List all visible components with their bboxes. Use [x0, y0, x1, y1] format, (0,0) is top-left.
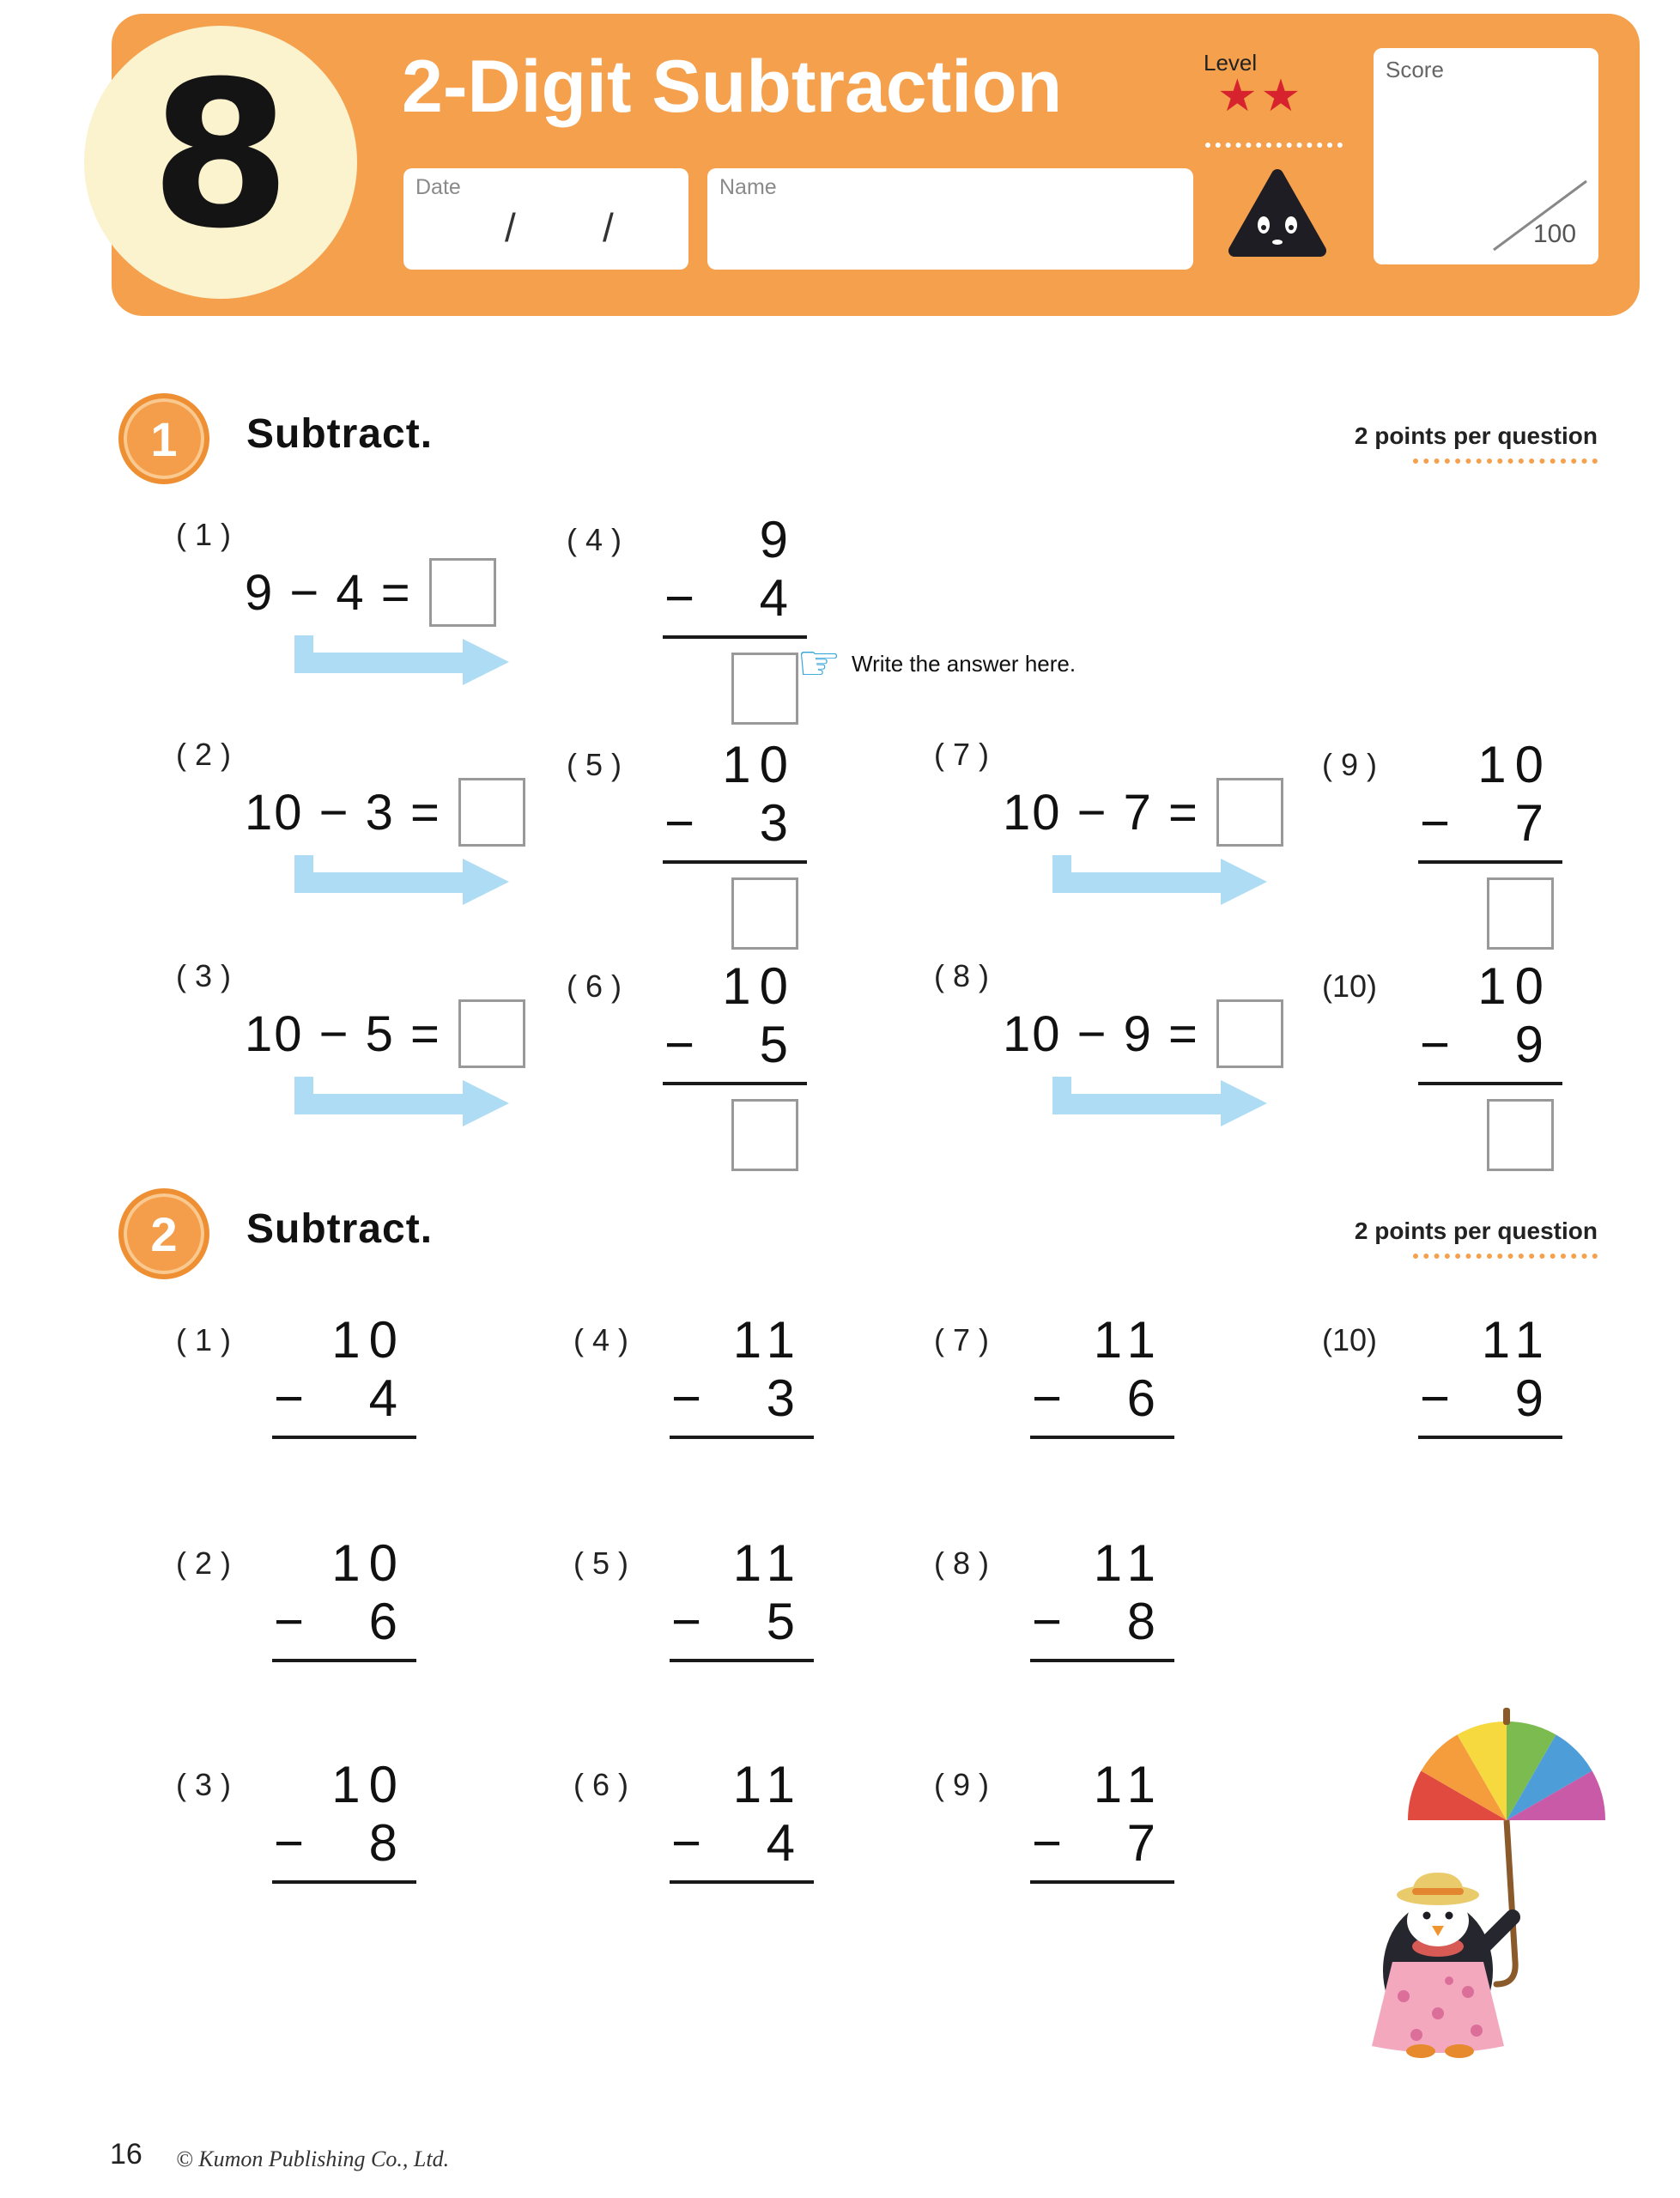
- problem-label: ( 8 ): [934, 958, 990, 993]
- minus-sign: −: [1420, 1016, 1451, 1073]
- subtrahend: 8: [1126, 1593, 1164, 1650]
- lesson-number: 8: [150, 38, 291, 273]
- level-dotted-line: [1205, 143, 1343, 148]
- problem-label: (10): [1322, 1322, 1378, 1357]
- subtraction-line[interactable]: [670, 1436, 814, 1439]
- date-slash: /: [505, 205, 516, 250]
- score-label: Score: [1386, 57, 1444, 82]
- problem-s2-1: [176, 1312, 416, 1439]
- answer-box[interactable]: [731, 1099, 798, 1171]
- minuend: 10: [331, 1311, 406, 1369]
- date-field[interactable]: [403, 168, 688, 270]
- problem-s2-2: [176, 1535, 416, 1662]
- vertical-problem: [272, 1535, 416, 1662]
- answer-box[interactable]: [1487, 1099, 1554, 1171]
- name-field[interactable]: [707, 168, 1193, 270]
- expression: 10 − 7 =: [1003, 784, 1199, 841]
- subtraction-line: [1418, 860, 1562, 864]
- problem-label: ( 6 ): [573, 1767, 629, 1802]
- minus-sign: −: [1032, 1593, 1063, 1650]
- minuend: 10: [331, 1534, 406, 1592]
- problem-s2-8: [934, 1535, 1174, 1662]
- score-total: 100: [1533, 220, 1577, 248]
- arrow-icon: [294, 635, 509, 689]
- subtrahend: 9: [1514, 1369, 1552, 1427]
- problem-label: ( 5 ): [567, 747, 622, 782]
- minus-sign: −: [274, 1814, 305, 1872]
- subtraction-line: [1418, 1082, 1562, 1085]
- problem-label: ( 7 ): [934, 737, 990, 772]
- subtraction-line[interactable]: [1030, 1659, 1174, 1662]
- points-dotted-line: [1413, 458, 1598, 464]
- answer-box[interactable]: [1216, 999, 1283, 1068]
- problem-label: ( 7 ): [934, 1322, 990, 1357]
- minuend: 11: [1093, 1756, 1164, 1813]
- vertical-problem: [1030, 1312, 1174, 1439]
- problem-s1-6: [567, 958, 807, 1171]
- minus-sign: −: [274, 1593, 305, 1650]
- problem-s2-4: [573, 1312, 814, 1439]
- score-box[interactable]: [1374, 48, 1598, 264]
- level-label: Level: [1204, 50, 1258, 76]
- problem-label: ( 1 ): [176, 517, 232, 552]
- problem-s1-3: [176, 958, 525, 1130]
- page-number: 16: [110, 2138, 143, 2171]
- problem-s2-7: [934, 1312, 1174, 1439]
- problem-s2-10: [1322, 1312, 1562, 1439]
- answer-box[interactable]: [731, 877, 798, 950]
- subtraction-line: [663, 635, 807, 639]
- answer-box[interactable]: [1487, 877, 1554, 950]
- vertical-problem: [272, 1312, 416, 1439]
- problem-label: ( 5 ): [573, 1545, 629, 1581]
- copyright: © Kumon Publishing Co., Ltd.: [176, 2146, 450, 2171]
- minus-sign: −: [671, 1593, 702, 1650]
- arrow-icon: [294, 855, 509, 908]
- expression: 10 − 3 =: [245, 784, 441, 841]
- minuend: 10: [1477, 957, 1552, 1015]
- vertical-problem: [1418, 737, 1562, 950]
- vertical-problem: [663, 737, 807, 950]
- minuend: 11: [1093, 1311, 1164, 1369]
- problem-s2-6: [573, 1757, 814, 1884]
- subtraction-line[interactable]: [670, 1659, 814, 1662]
- pointing-hand-icon: ☞: [797, 635, 841, 691]
- subtrahend: 9: [1514, 1016, 1552, 1073]
- problem-s1-1: [176, 517, 509, 689]
- minuend: 10: [722, 957, 797, 1015]
- minus-sign: −: [274, 1369, 305, 1427]
- minus-sign: −: [1420, 1369, 1451, 1427]
- vertical-problem: [1030, 1757, 1174, 1884]
- problem-s1-5: [567, 737, 807, 950]
- problem-label: ( 1 ): [176, 1322, 232, 1357]
- name-label: Name: [719, 175, 777, 199]
- problem-label: ( 2 ): [176, 737, 232, 772]
- subtraction-line[interactable]: [1030, 1436, 1174, 1439]
- section2-badge: [118, 1188, 209, 1279]
- expression: 9 − 4 =: [245, 564, 412, 621]
- subtrahend: 3: [759, 794, 797, 852]
- problem-label: ( 3 ): [176, 1767, 232, 1802]
- minus-sign: −: [1032, 1369, 1063, 1427]
- subtrahend: 3: [766, 1369, 804, 1427]
- subtraction-line: [663, 860, 807, 864]
- vertical-problem: [1418, 1312, 1562, 1439]
- problem-s1-10: [1322, 958, 1562, 1171]
- section2-number: 2: [150, 1206, 178, 1261]
- subtrahend: 5: [766, 1593, 804, 1650]
- vertical-problem: [670, 1535, 814, 1662]
- minuend: 10: [1477, 736, 1552, 793]
- minuend: 11: [732, 1756, 804, 1813]
- problem-label: ( 8 ): [934, 1545, 990, 1581]
- vertical-problem: [670, 1312, 814, 1439]
- subtrahend: 4: [759, 569, 797, 627]
- minuend: 11: [732, 1311, 804, 1369]
- level-stars-icon: ★★: [1217, 71, 1305, 121]
- penguin-umbrella-illustration: [1339, 1704, 1622, 2065]
- subtraction-line: [663, 1082, 807, 1085]
- answer-box[interactable]: [458, 778, 525, 847]
- expression: 10 − 9 =: [1003, 1005, 1199, 1062]
- minuend: 9: [759, 511, 797, 568]
- subtrahend: 6: [1126, 1369, 1164, 1427]
- problem-label: ( 4 ): [573, 1322, 629, 1357]
- section1-badge: [118, 393, 209, 484]
- vertical-problem: [272, 1757, 416, 1884]
- minus-sign: −: [664, 569, 695, 627]
- minus-sign: −: [671, 1369, 702, 1427]
- subtraction-line[interactable]: [272, 1436, 416, 1439]
- minus-sign: −: [1420, 794, 1451, 852]
- problem-label: ( 2 ): [176, 1545, 232, 1581]
- vertical-problem: [663, 512, 807, 725]
- section1-number: 1: [150, 411, 178, 466]
- date-slash: /: [603, 205, 614, 250]
- vertical-problem: [1030, 1535, 1174, 1662]
- subtrahend: 6: [368, 1593, 406, 1650]
- hint-text: Write the answer here.: [852, 650, 1077, 677]
- answer-box[interactable]: [1216, 778, 1283, 847]
- vertical-problem: [670, 1757, 814, 1884]
- subtraction-line[interactable]: [1030, 1880, 1174, 1884]
- page-title: 2-Digit Subtraction: [402, 46, 1063, 128]
- arrow-icon: [294, 1077, 509, 1130]
- answer-box[interactable]: [731, 653, 798, 725]
- arrow-icon: [1052, 855, 1267, 908]
- date-label: Date: [415, 175, 461, 199]
- problem-label: ( 9 ): [1322, 747, 1378, 782]
- subtrahend: 4: [766, 1814, 804, 1872]
- problem-s2-5: [573, 1535, 814, 1662]
- problem-label: ( 4 ): [567, 522, 622, 557]
- subtraction-line[interactable]: [272, 1659, 416, 1662]
- minuend: 11: [1093, 1534, 1164, 1592]
- lesson-number-badge: [84, 26, 357, 299]
- triangle-mascot-icon: [1226, 163, 1329, 264]
- problem-label: ( 3 ): [176, 958, 232, 993]
- subtraction-line[interactable]: [670, 1880, 814, 1884]
- answer-box[interactable]: [429, 558, 496, 627]
- section2-title: Subtract.: [246, 1206, 434, 1252]
- subtrahend: 8: [368, 1814, 406, 1872]
- problem-label: ( 6 ): [567, 968, 622, 1004]
- minuend: 11: [732, 1534, 804, 1592]
- minus-sign: −: [664, 1016, 695, 1073]
- vertical-problem: [663, 958, 807, 1171]
- arrow-icon: [1052, 1077, 1267, 1130]
- problem-s1-4: [567, 511, 1077, 725]
- section1-title: Subtract.: [246, 411, 434, 457]
- minuend: 11: [1481, 1311, 1552, 1369]
- minuend: 10: [722, 736, 797, 793]
- points-dotted-line: [1413, 1254, 1598, 1259]
- problem-label: ( 9 ): [934, 1767, 990, 1802]
- expression: 10 − 5 =: [245, 1005, 441, 1062]
- problem-s1-8: [934, 958, 1283, 1130]
- minus-sign: −: [1032, 1814, 1063, 1872]
- subtrahend: 5: [759, 1016, 797, 1073]
- minus-sign: −: [664, 794, 695, 852]
- problem-s2-3: [176, 1757, 416, 1884]
- answer-box[interactable]: [458, 999, 525, 1068]
- problem-s2-9: [934, 1757, 1174, 1884]
- minuend: 10: [331, 1756, 406, 1813]
- subtraction-line[interactable]: [272, 1880, 416, 1884]
- answer-hint: [797, 635, 1277, 691]
- minus-sign: −: [671, 1814, 702, 1872]
- vertical-problem: [1418, 958, 1562, 1171]
- subtrahend: 4: [368, 1369, 406, 1427]
- subtraction-line[interactable]: [1418, 1436, 1562, 1439]
- problem-label: (10): [1322, 968, 1378, 1004]
- problem-s1-2: [176, 737, 525, 908]
- subtrahend: 7: [1126, 1814, 1164, 1872]
- subtrahend: 7: [1514, 794, 1552, 852]
- section1-points: 2 points per question: [1354, 422, 1598, 449]
- problem-s1-9: [1322, 737, 1562, 950]
- section2-points: 2 points per question: [1354, 1217, 1598, 1244]
- problem-s1-7: [934, 737, 1283, 908]
